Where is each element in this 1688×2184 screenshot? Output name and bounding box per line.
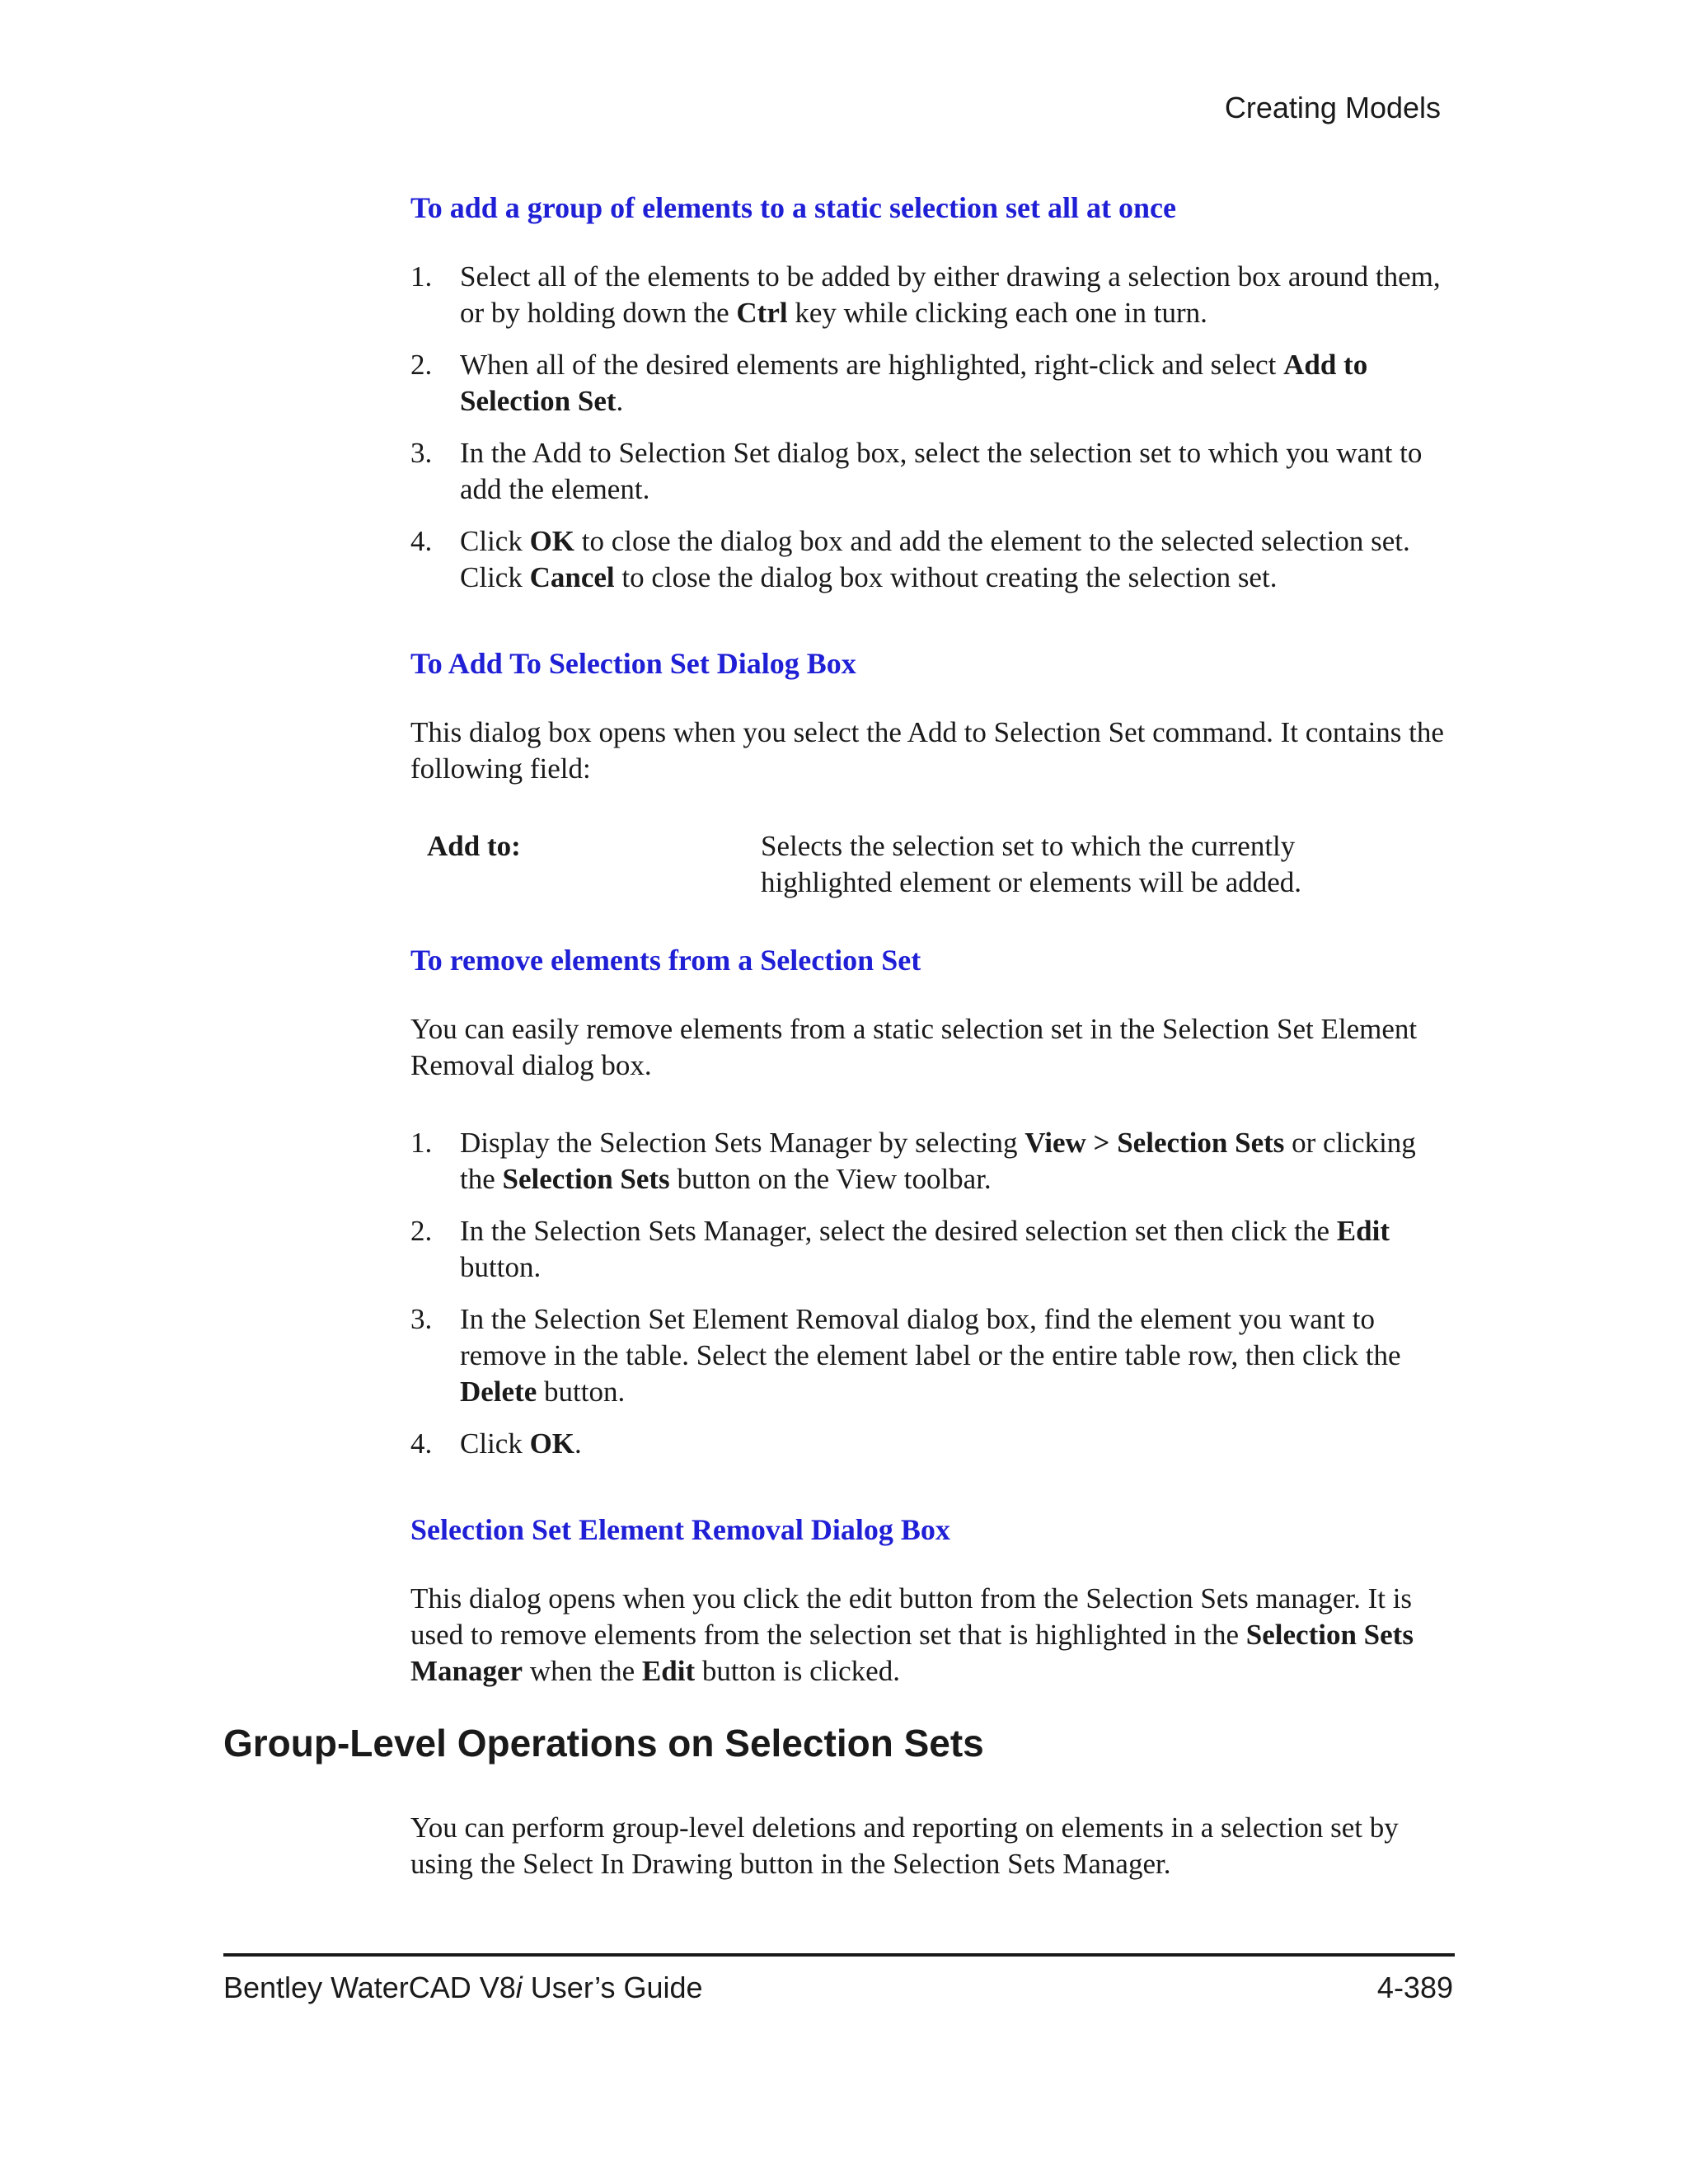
running-header: Creating Models	[1224, 91, 1441, 124]
list-item: 1. Display the Selection Sets Manager by selecting View > Selection Sets or clicking the Selection Sets button on the View toolbar.	[410, 1127, 1416, 1195]
section-title: Group-Level Operations on Selection Sets	[223, 1722, 984, 1765]
add-group-steps	[410, 259, 1457, 596]
list-item: 3. In the Add to Selection Set dialog box, select the selection set to which you want to add the element.	[410, 437, 1423, 505]
procedure-heading-remove: To remove elements from a Selection Set	[410, 944, 921, 977]
list-item: 1. Select all of the elements to be added by either drawing a selection box around them, or by holding down the Ctrl key while clicking each one in turn.	[410, 260, 1441, 329]
field-description: Selects the selection set to which the currently highlighted element or elements will be added.	[761, 830, 1302, 898]
procedure-heading-removal-dialog: Selection Set Element Removal Dialog Box	[410, 1513, 950, 1546]
remove-steps	[410, 1125, 1457, 1462]
list-item: 4. Click OK to close the dialog box and add the element to the selected selection set. Click Cancel to close the dialog box without creating the selection set.	[410, 525, 1410, 593]
section-body: You can perform group-level deletions and reporting on elements in a selection set by using the Select In Drawing button in the Selection Sets Manager.	[410, 1811, 1399, 1880]
footer-divider	[223, 1953, 1455, 1957]
page-number: 4-389	[1376, 1971, 1453, 2004]
list-item: 2. In the Selection Sets Manager, select the desired selection set then click the Edit button.	[410, 1215, 1390, 1283]
list-item: 4. Click OK.	[410, 1427, 582, 1460]
remove-intro: You can easily remove elements from a static selection set in the Selection Set Element Removal dialog box.	[410, 1013, 1418, 1081]
field-name: Add to:	[427, 830, 521, 862]
procedure-heading-add-dialog: To Add To Selection Set Dialog Box	[410, 647, 856, 680]
list-item: 2. When all of the desired elements are highlighted, right-click and select Add to Selection Set.	[410, 349, 1368, 417]
footer-guide-title: Bentley WaterCAD V8i User’s Guide	[223, 1971, 703, 2004]
procedure-heading-add-group: To add a group of elements to a static selection set all at once	[410, 191, 1176, 224]
list-item: 3. In the Selection Set Element Removal dialog box, find the element you want to remove in the table. Select the element label or the entire table row, then click the Delete button.	[410, 1303, 1401, 1408]
main-content	[410, 190, 1457, 1731]
removal-dialog-description: This dialog opens when you click the edit button from the Selection Sets manager. It is used to remove elements from the selection set that is highlighted in the Selection Sets Manager when the Edit button is clicked.	[410, 1582, 1414, 1687]
add-dialog-intro: This dialog box opens when you select the Add to Selection Set command. It contains the following field:	[410, 716, 1444, 785]
field-table	[427, 828, 1457, 901]
